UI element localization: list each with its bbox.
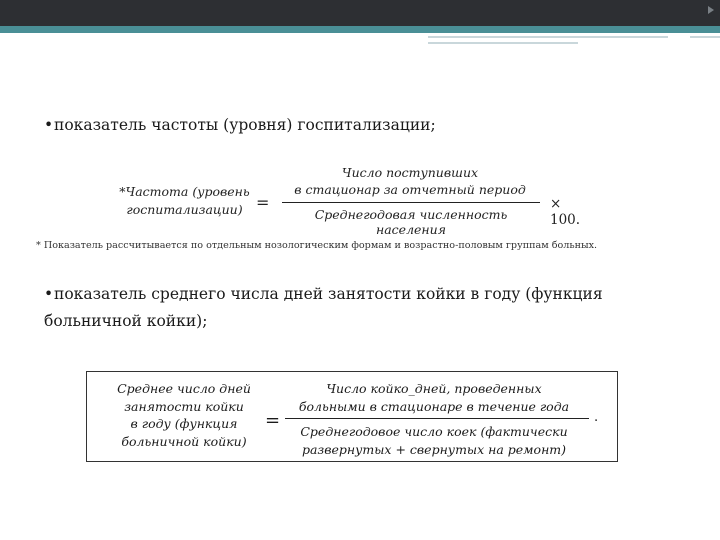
fraction-bar xyxy=(285,418,589,419)
formula-left-line: больничной койки) xyxy=(121,433,247,449)
bullet-text: больничной койки); xyxy=(44,312,208,330)
formula-denominator: Среднегодовая численность населения xyxy=(314,207,508,237)
numerator-line: Число поступивших xyxy=(341,165,479,180)
formula-numerator xyxy=(285,380,583,415)
formula-left-line: госпитализации) xyxy=(126,202,243,217)
formula-left-line: занятости койки xyxy=(124,398,244,414)
numerator-line: Число койко_дней, проведенных xyxy=(326,381,542,396)
accent-band xyxy=(0,26,720,33)
formula-denominator xyxy=(285,423,583,458)
numerator-line: в стационар за отчетный период xyxy=(294,182,526,197)
formula-left-side xyxy=(99,380,269,450)
equals-sign: = xyxy=(265,410,281,431)
bullet-bed-occupancy xyxy=(44,281,603,335)
denominator-line: развернутых + свернутых на ремонт) xyxy=(301,441,567,457)
decor-line xyxy=(428,36,668,38)
equals-sign: = xyxy=(256,193,270,212)
numerator-line: больными в стационаре в течение года xyxy=(298,398,570,414)
header-band xyxy=(0,0,720,26)
formula-left-side xyxy=(112,183,257,219)
bullet-hospitalization-rate xyxy=(44,112,436,139)
decor-line xyxy=(428,42,578,44)
formula-numerator xyxy=(282,164,538,198)
multiplier: × 100. xyxy=(550,196,581,228)
bullet-text: показатель среднего числа дней занятости койки в году (функция xyxy=(54,285,603,303)
bullet-icon: • xyxy=(44,285,54,303)
fraction-bar xyxy=(282,202,540,203)
formula-left-line: *Частота (уровень xyxy=(119,184,250,199)
bullet-text: показатель частоты (уровня) госпитализации; xyxy=(54,116,436,134)
bullet-icon: • xyxy=(44,116,54,134)
footnote: * Показатель рассчитывается по отдельным нозологическим формам и возрастно-половым группам больных. xyxy=(36,240,598,251)
corner-triangle-icon xyxy=(708,6,714,14)
decor-line xyxy=(690,36,720,38)
formula-left-line: Среднее число дней xyxy=(117,381,251,396)
formula-left-line: в году (функция xyxy=(130,416,238,431)
formula-end-dot: . xyxy=(594,410,599,425)
denominator-line: Среднегодовое число коек (фактически xyxy=(300,424,568,439)
bed-function-formula-box xyxy=(86,371,618,462)
